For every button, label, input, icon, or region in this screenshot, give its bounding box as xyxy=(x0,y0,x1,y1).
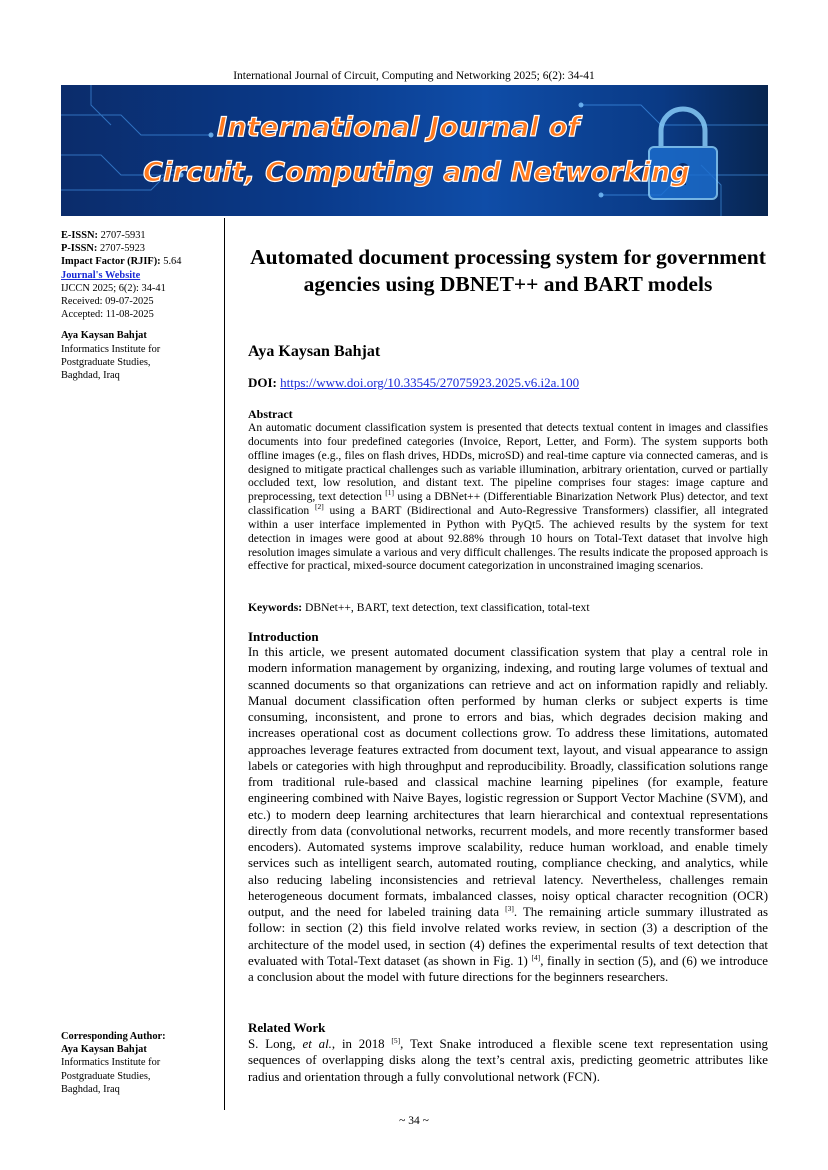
abstract-part-1: An automatic document classification system is presented that detects textual content in images and classifies documents into four predefined categories (Invoice, Report, Letter, and Form). The system supports both offline images (e.g., files on flash drives, HDDs, microSD) and real-time capture via connected cameras, and is designed to mitigate practical challenges such as variable illumination, arbitrary orientation, curved or partially occluded text, low resolution, and distant text. The pipeline comprises four stages: image capture and preprocessing, text detection xyxy=(248,421,768,504)
related-et-al: et al. xyxy=(302,1037,332,1051)
doi-link[interactable]: https://www.doi.org/10.33545/27075923.2025.v6.i2a.100 xyxy=(280,375,580,390)
intro-part-1: In this article, we present automated document classification system that play a central role in modern information management by organizing, indexing, and routing large volumes of textual and scanned documents so that organizations can retrieve and act on information rapidly and reliably. Manual document classification often performed by human clerks or subject experts is time consuming, inconsistent, and prone to errors and bias, which degrades decision making and increases operational cost as document collections grow. To address these limitations, automated approaches leverage features extracted from document text, layout, and visual appearance to assign labels or categories with high throughput and reproducibility. Broadly, classification solutions range from traditional rule-based and classical machine learning pipelines (for example, feature engineering combined with Naive Bayes, logistic regression or Support Vector Machine (SVM), and etc.) to modern deep learning architectures that learn hierarchical and contextual representations directly from data (convolutional networks, recurrent models, and more recently transformer based encoders). Automated systems improve scalability, reduce human workload, and enable timely services such as intelligent search, automated routing, compliance checking, and analytics, while also reducing labeling inconsistencies and retrieval latency. Nevertheless, challenges remain heterogeneous document formats, imbalanced classes, noisy optical character recognition (OCR) output, and the need for labeled training data xyxy=(248,645,768,919)
sidebar-divider xyxy=(224,218,225,1110)
citation-ref-1: [1] xyxy=(385,488,394,498)
page-number: ~ 34 ~ xyxy=(399,1115,429,1127)
citation-ref-4: [4] xyxy=(531,952,541,962)
article-title: Automated document processing system for government agencies using DBNET++ and BART models xyxy=(250,245,766,296)
journal-website-link[interactable]: Journal's Website xyxy=(61,269,141,281)
citation-ref-2: [2] xyxy=(314,502,324,512)
eissn-line xyxy=(61,229,221,242)
corresponding-affiliation-line-3: Baghdad, Iraq xyxy=(61,1083,120,1095)
journal-banner xyxy=(61,85,768,216)
abstract-part-3: using a BART (Bidirectional and Auto-Regressive Transformers) classifier, all integrated within a user interface implemented in Python with PyQt5. The achieved results by the system for text detection in images were good at about 92.88% through 10 hours on Total-Text dataset that involve high resolution images simulate a various and very difficult challenges. The results indicate the proposed approach is effective for practical, mixed-source document categorization in unconstrained imaging scenarios. xyxy=(248,504,769,573)
pissn-value: 2707-5923 xyxy=(99,243,146,255)
doi-label: DOI: xyxy=(248,375,277,390)
related-part-2: , in 2018 xyxy=(331,1037,392,1051)
banner-title-line-1: International Journal of xyxy=(217,112,580,143)
sidebar-affiliation-line-2: Postgraduate Studies, xyxy=(61,356,151,368)
keywords-label: Keywords: xyxy=(248,601,303,614)
corresponding-author-label: Corresponding Author: xyxy=(61,1031,166,1042)
introduction-text xyxy=(248,644,768,985)
accepted-date: Accepted: 11-08-2025 xyxy=(61,309,154,321)
journal-info-sidebar xyxy=(61,229,221,382)
received-date: Received: 09-07-2025 xyxy=(61,296,154,308)
intro-part-2: . The remaining article summary illustrated as follow: in section (2) this field involve related works review, in section (3) a description of the architecture of the model used, in section (4) defines the experimental results of text detection that evaluated with Total-Text dataset (as shown in Fig. 1) xyxy=(248,905,768,968)
abstract-text xyxy=(248,421,768,573)
doi-line xyxy=(248,375,579,391)
related-part-3: , Text Snake introduced a flexible scene text representation using sequences of overlapping disks along the text’s central axis, predicting geometric attributes like radius and orientation through a fully convolutional network (FCN). xyxy=(248,1037,768,1084)
corresponding-affiliation-line-2: Postgraduate Studies, xyxy=(61,1070,151,1082)
eissn-label: E-ISSN: xyxy=(61,230,98,241)
corresponding-author-name: Aya Kaysan Bahjat xyxy=(61,1044,147,1056)
banner-title-line-2: Circuit, Computing and Networking xyxy=(143,157,691,188)
pissn-line xyxy=(61,242,221,255)
corresponding-affiliation-line-1: Informatics Institute for xyxy=(61,1057,161,1069)
corresponding-author-block xyxy=(61,1030,221,1096)
intro-part-3: , finally in section (5), and (6) we introduce a conclusion about the model with future directions for the beginners researchers. xyxy=(248,953,768,984)
impact-factor-label: Impact Factor (RJIF): xyxy=(61,256,161,268)
citation-ref-5: [5] xyxy=(391,1036,401,1045)
citation-ref-3: [3] xyxy=(505,904,514,913)
introduction-heading: Introduction xyxy=(248,629,319,644)
circuit-background xyxy=(61,85,768,216)
abstract-heading: Abstract xyxy=(248,407,293,421)
sidebar-affiliation-line-3: Baghdad, Iraq xyxy=(61,370,120,382)
keywords-list: DBNet++, BART, text detection, text classification, total-text xyxy=(302,601,590,614)
eissn-value: 2707-5931 xyxy=(100,230,146,241)
related-work-heading: Related Work xyxy=(248,1020,326,1035)
keywords-line xyxy=(248,601,768,615)
sidebar-author-name: Aya Kaysan Bahjat xyxy=(61,330,147,342)
citation: IJCCN 2025; 6(2): 34-41 xyxy=(61,282,166,294)
impact-factor-line xyxy=(61,255,221,268)
article-author: Aya Kaysan Bahjat xyxy=(248,343,381,360)
pissn-label: P-ISSN: xyxy=(61,243,98,255)
related-work-text xyxy=(248,1036,768,1085)
abstract-part-2: using a DBNet++ (Differentiable Binarization Network Plus) detector, and text classification xyxy=(248,490,768,518)
journal-running-header: International Journal of Circuit, Computing and Networking 2025; 6(2): 34-41 xyxy=(233,70,595,82)
related-part-1: S. Long, xyxy=(248,1037,303,1051)
sidebar-affiliation-line-1: Informatics Institute for xyxy=(61,343,161,355)
impact-factor-value: 5.64 xyxy=(163,256,182,268)
